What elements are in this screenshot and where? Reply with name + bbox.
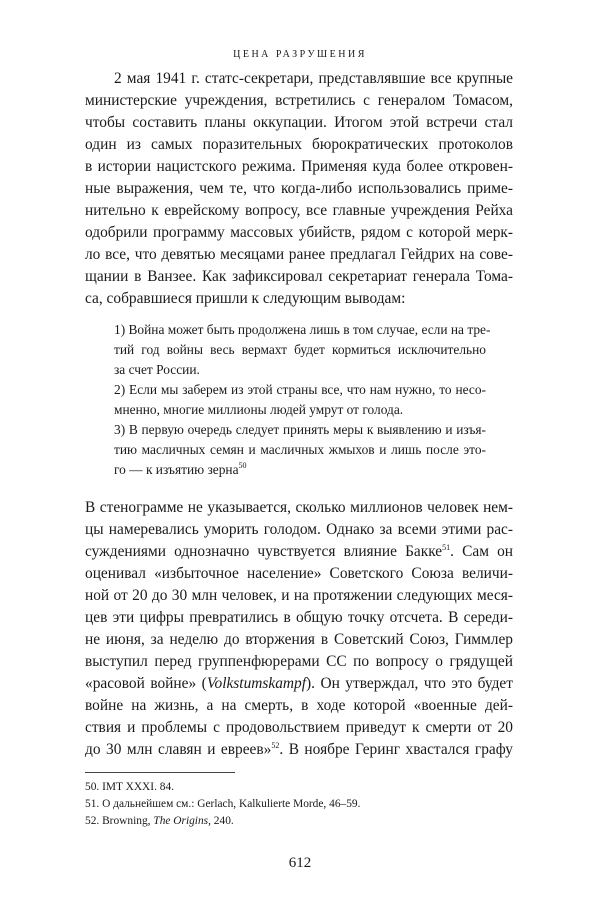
para1-line-10: щании в Ванзее. Как зафиксировал секретариат генерала Тома- [85,268,513,285]
quote-line-8 [114,460,486,480]
para2-line-6: цев эти цифры превратились в общую точку отсчета. В середи- [85,609,513,626]
quote-line-6: 3) В первую очередь следует принять меры к выявлению и изъя- [114,422,486,437]
para1-line-5: в истории нацистского режима. Применяя куда более откровен- [85,158,513,175]
para2-line-12-tail: . В ноябре Геринг хвастался графу [279,741,514,758]
quote-line-2: тий год войны весь вермахт будет кормиться исключительно [114,342,486,357]
para2-line-3-text: суждениями однозначно чувствуется влияние Бакке [85,543,443,560]
footnote-51: 51. О дальнейшем см.: Gerlach, Kalkulierte Morde, 46–59. [85,798,361,810]
para1-line-6: ные выражения, чем те, что когда-либо использовались приме- [85,180,513,197]
para2-line-5: ной от 20 до 30 млн человек, и на протяжении следующих меся- [85,587,513,604]
para2-line-12-text: до 30 млн славян и евреев» [85,741,272,758]
para2-line-8: выступил перед группенфюрерами СС по вопросу о грядущей [85,653,513,670]
quote-line-1: 1) Война может быть продолжена лишь в том случае, если на тре- [114,322,491,337]
para1-line-4: один из самых поразительных бюрократических протоколов [85,136,513,153]
quote-line-3: за счет России. [114,362,200,377]
page-number: 612 [288,855,312,871]
para1-line-1: 2 мая 1941 г. статс-секретари, представлявшие все крупные [114,70,513,87]
para1-line-8: одобрили программу массовых убийств, рядом с которой мерк- [85,224,513,241]
para1-line-9: ло все, что девятью месяцами ранее предлагал Гейдрих на сове- [85,246,513,263]
para2-line-3 [85,541,513,563]
para2-line-11: ствия и проблемы с продовольствием приведут к смерти от 20 [85,719,513,736]
footnote-50: 50. IMT XXXI. 84. [85,781,175,793]
para2-line-10: войне на жизнь, а на смерть, в ходе которой «военные дей- [85,697,513,714]
quote-line-7: тию масличных семян и масличных жмыхов и лишь после это- [114,442,486,457]
quote-line-4: 2) Если мы заберем из этой страны все, что нам нужно, то несо- [114,382,486,397]
para2-line-4: оценивал «избыточное население» Советского Союза величи- [85,565,513,582]
footnote-52-prefix: 52. Browning, [85,815,154,827]
footnote-divider [85,772,235,773]
footnote-52 [85,813,515,830]
para2-line-12 [85,739,513,761]
para2-line-1: В стенограмме не указывается, сколько миллионов человек нем- [85,499,513,516]
quote-line-5: мненно, многие миллионы людей умрут от голода. [114,402,404,417]
footnote-ref-50: 50 [238,461,247,470]
volkstumskampf-term: Volkstumskampf [206,675,306,692]
para2-line-3-tail: . Сам он [450,543,513,560]
footnote-52-title: The Origins [153,815,209,827]
para1-line-3: чтобы составить планы оккупации. Итогом этой встречи стал [85,114,513,131]
para2-line-9-tail: ). Он утверждал, что это будет [306,675,513,692]
para1-line-2: министерские учреждения, встретились с генералом Томасом, [85,92,513,109]
para2-line-9-text: «расовой войне» ( [85,675,207,692]
para2-line-2: цы намеревались уморить голодом. Однако за всеми этими рас- [85,521,513,538]
running-header: ЦЕНА РАЗРУШЕНИЯ [233,49,367,60]
para2-line-7: не июня, за неделю до вторжения в Советский Союз, Гиммлер [85,631,513,648]
footnote-ref-51: 51 [442,543,451,552]
para1-line-11: са, собравшиеся пришли к следующим выводам: [85,290,406,307]
para1-line-7: нительно к еврейскому вопросу, все главные учреждения Рейха [85,202,513,219]
footnote-52-suffix: , 240. [208,815,234,827]
quote-line-8-text: го — к изъятию зерна [114,462,239,477]
footnote-ref-52: 52 [271,741,280,750]
para2-line-9 [85,673,513,695]
